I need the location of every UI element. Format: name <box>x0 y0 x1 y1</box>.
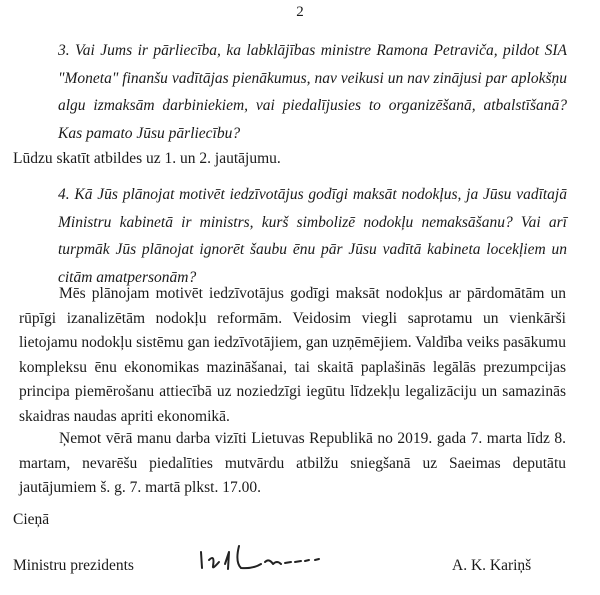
page-number: 2 <box>296 4 304 20</box>
question-4: 4. Kā Jūs plānojat motivēt iedzīvotājus godīgi maksāt nodokļus, ja Jūsu vadītajā Ministru kabinetā ir ministrs, kurš simbolizē nodokļu nemaksāšanu? Vai arī turpmāk Jūs plānojat ignorēt šaubu ēnu pār Jūsu vadītā kabineta locekļiem un citām amatpersonām? <box>58 186 567 286</box>
signatory-role: Ministru prezidents <box>13 557 134 574</box>
reference-note: Lūdzu skatīt atbildes uz 1. un 2. jautājumu. <box>13 150 281 167</box>
closing-greeting: Cieņā <box>13 511 50 528</box>
signatory-name: A. K. Kariņš <box>452 557 532 574</box>
question-3: 3. Vai Jums ir pārliecība, ka labklājības ministre Ramona Petraviča, pildot SIA "Moneta" finanšu vadītājas pienākumus, nav veikusi un nav zinājusi par aplokšņu algu izmaksām darbiniekiem, vai piedalījusies to organizēšanā, atbalstīšanā? Kas pamato Jūsu pārliecību? <box>58 42 567 142</box>
handwritten-signature <box>195 540 335 574</box>
visit-note: Ņemot vērā manu darba vizīti Lietuvas Republikā no 2019. gada 7. marta līdz 8. martam, nevarēšu piedalīties mutvārdu atbilžu sniegšanā uz Saeimas deputātu jautājumiem š. g. 7. martā plkst. 17.00. <box>19 430 566 496</box>
answer-4: Mēs plānojam motivēt iedzīvotājus godīgi maksāt nodokļus ar pārdomātām un rūpīgi izanalizētām nodokļu reformām. Veidosim viegli saprotamu un vienkārši lietojamu nodokļu sistēmu gan iedzīvotājiem, gan uzņēmējiem. Valdība veiks pasākumu kompleksu ēnu ekonomikas mazināšanai, tai skaitā paplašinās legālās prezumpcijas principa piemērošanu attiecībā uz noziedzīgi iegūtu līdzekļu legalizāciju un samazinās skaidras naudas apriti ekonomikā. <box>19 285 566 425</box>
